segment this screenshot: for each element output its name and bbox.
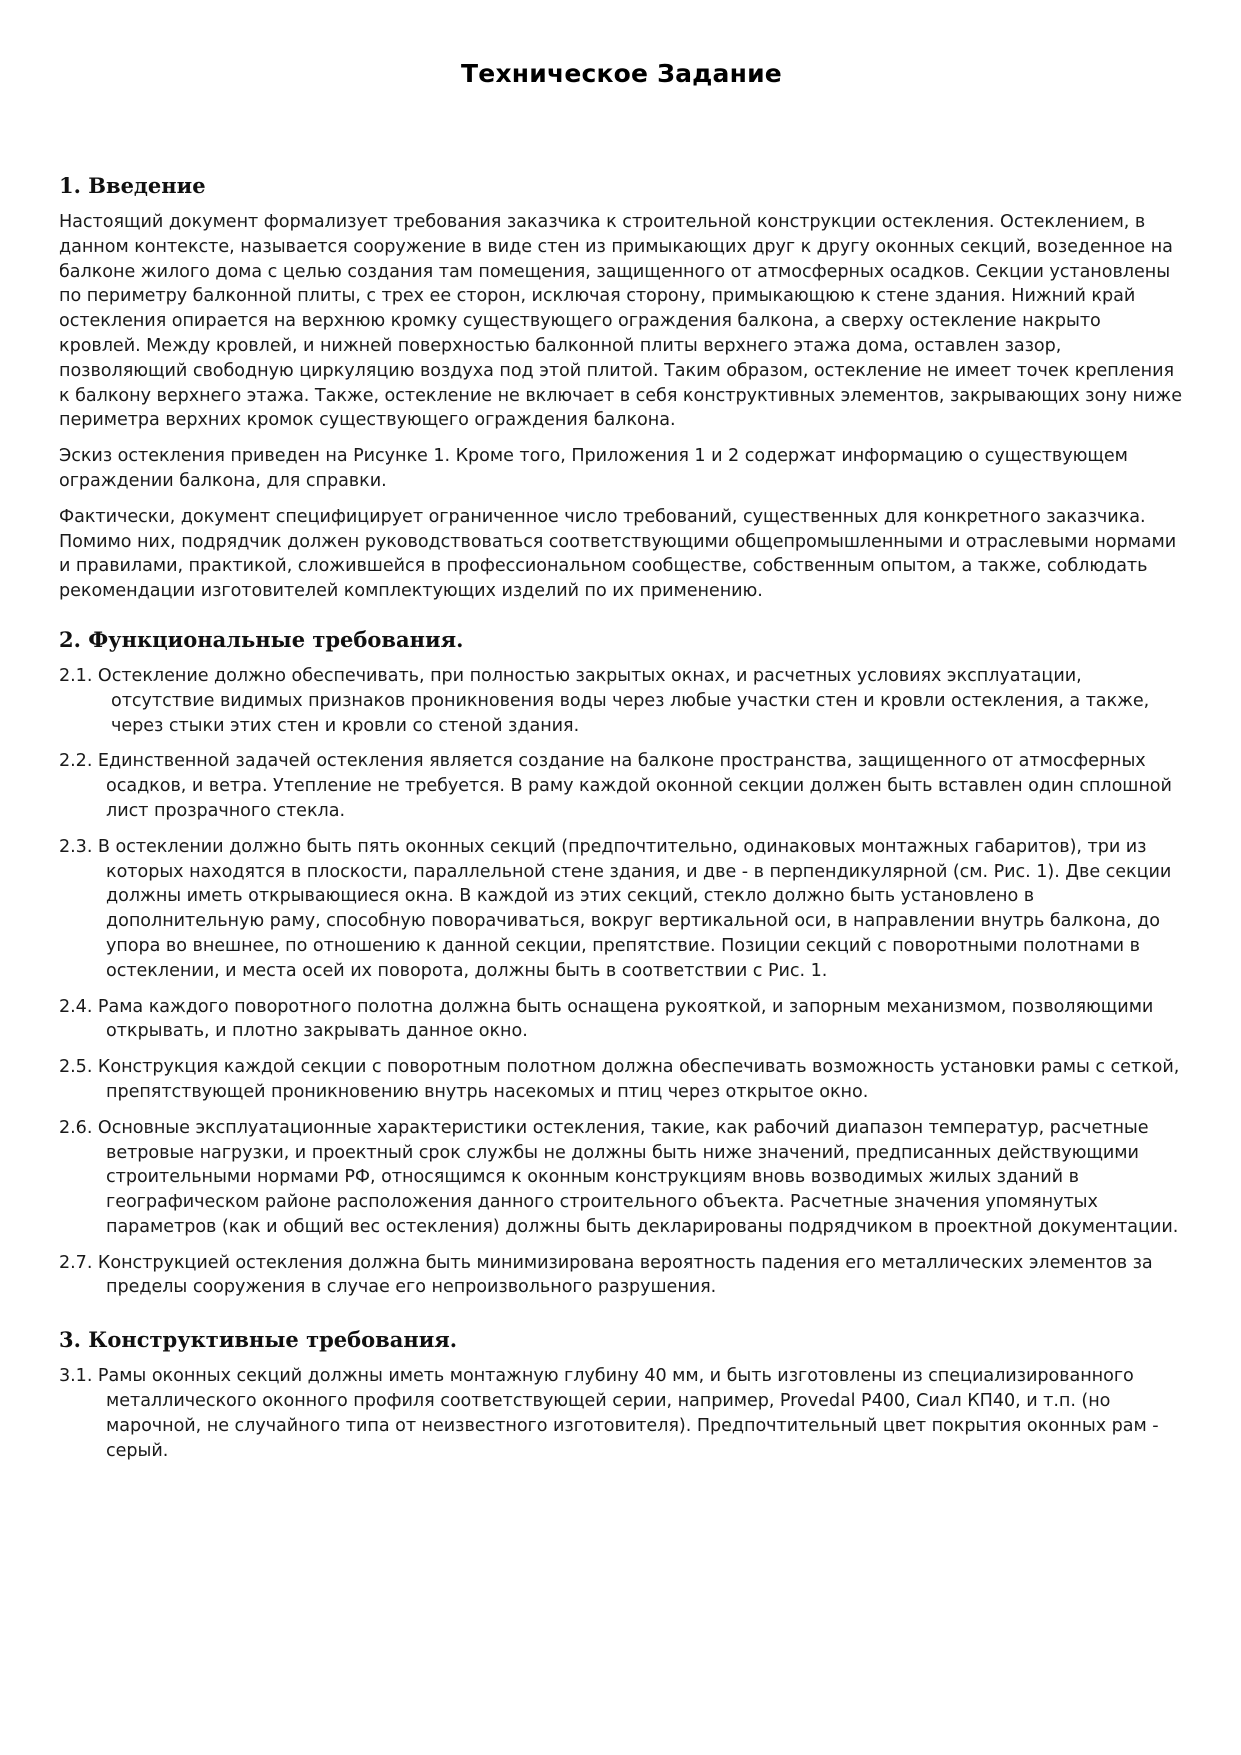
paragraph: Эскиз остекления приведен на Рисунке 1. Кроме того, Приложения 1 и 2 содержат информацию о существующем ограждении балкона, для справки. <box>59 446 1128 491</box>
item-text: Конструкция каждой секции с поворотным полотном должна обеспечивать возможность установки рамы с сеткой, препятствующей проникновению внутрь насекомых и птиц через открытое окно. <box>97 1057 1180 1102</box>
item-number: 2.5. <box>59 1057 93 1078</box>
item-number: 3.1. <box>59 1366 93 1387</box>
item-text: Рамы оконных секций должны иметь монтажную глубину 40 мм, и быть изготовлены из специализированного металлического оконного профиля соответствующей серии, например, Provedal P400, Сиал КП40, и т.п. (но марочной, не случайного типа от неизвестного изготовителя). Предпочтительный цвет покрытия оконных рам - серый. <box>97 1366 1159 1461</box>
item-text: Основные эксплуатационные характеристики остекления, такие, как рабочий диапазон температур, расчетные ветровые нагрузки, и проектный срок службы не должны быть ниже значений, предписанных действующими строительными нормами РФ, относящимся к оконным конструкциям вновь возводимых жилых зданий в географическом районе расположения данного строительного объекта. Расчетные значения упомянутых параметров (как и общий вес остекления) должны быть декларированы подрядчиком в проектной документации. <box>97 1117 1179 1237</box>
section-introduction <box>59 172 1184 604</box>
item-number: 2.3. <box>59 836 93 857</box>
item-number: 2.7. <box>59 1252 93 1273</box>
item-number: 2.6. <box>59 1117 93 1138</box>
section-design-requirements <box>59 1326 1184 1463</box>
list-item <box>59 664 1184 738</box>
paragraph: Настоящий документ формализует требования заказчика к строительной конструкции остекления. Остеклением, в данном контексте, называется сооружение в виде стен из примыкающих друг к другу оконных секций, возеденное на балконе жилого дома с целью создания там помещения, защищенного от атмосферных осадков. Секции установлены по периметру балконной плиты, с трех ее сторон, исключая сторону, примыкающюю к стене здания. Нижний край остекления опирается на верхнюю кромку существующего ограждения балкона, а сверху остекление накрыто кровлей. Между кровлей, и нижней поверхностью балконной плиты верхнего этажа дома, оставлен зазор, позволяющий свободную циркуляцию воздуха под этой плитой. Таким образом, остекление не имеет точек крепления к балкону верхнего этажа. Также, остекление не включает в себя конструктивных элементов, закрывающих зону ниже периметра верхних кромок существующего ограждения балкона. <box>59 212 1182 431</box>
item-text: В остеклении должно быть пять оконных секций (предпочтительно, одинаковых монтажных габаритов), три из которых находятся в плоскости, параллельной стене здания, и две - в перпендикулярной (см. Рис. 1). Две секции должны иметь открывающиеся окна. В каждой из этих секций, стекло должно быть установлено в дополнительную раму, способную поворачиваться, вокруг вертикальной оси, в направлении внутрь балкона, до упора во внешнее, по отношению к данной секции, препятствие. Позиции секций с поворотными полотнами в остеклении, и места осей их поворота, должны быть в соответствии с Рис. 1. <box>97 836 1172 981</box>
item-number: 2.1. <box>59 665 93 686</box>
list-item <box>59 749 1184 823</box>
section-heading: 3. Конструктивные требования. <box>59 1327 458 1353</box>
list-item <box>59 835 1184 984</box>
section-functional-requirements <box>59 626 1184 1300</box>
item-text: Единственной задачей остекления является создание на балконе пространства, защищенного от атмосферных осадков, и ветра. Утепление не требуется. В раму каждой оконной секции должен быть вставлен один сплошной лист прозрачного стекла. <box>97 751 1172 821</box>
list-item <box>59 995 1184 1045</box>
list-item <box>59 1251 1184 1301</box>
item-text: Конструкцией остекления должна быть минимизирована вероятность падения его металлических элементов за пределы сооружения в случае его непроизвольного разрушения. <box>97 1252 1153 1298</box>
item-number: 2.4. <box>59 996 93 1017</box>
list-item <box>59 1364 1184 1463</box>
list-item <box>59 1055 1184 1105</box>
section-heading: 1. Введение <box>59 173 206 198</box>
item-text: Остекление должно обеспечивать, при полностью закрытых окнах, и расчетных условиях эксплуатации, отсутствие видимых признаков проникновения воды через любые участки стен и кровли остекления, а также, через стыки этих стен и кровли со стеной здания. <box>97 665 1150 736</box>
document-body <box>59 172 1184 1474</box>
paragraph: Фактически, документ специфицирует ограниченное число требований, существенных для конкретного заказчика. Помимо них, подрядчик должен руководствоваться соответствующими общепромышленными и отраслевыми нормами и правилами, практикой, сложившейся в профессиональном сообществе, собственным опытом, а также, соблюдать рекомендации изготовителей комплектующих изделий по их применению. <box>59 506 1177 602</box>
item-number: 2.2. <box>59 751 93 772</box>
section-heading: 2. Функциональные требования. <box>59 626 464 652</box>
document-title: Техническое Задание <box>461 59 782 88</box>
list-item <box>59 1116 1184 1240</box>
item-text: Рама каждого поворотного полотна должна быть оснащена рукояткой, и запорным механизмом, позволяющими открывать, и плотно закрывать данное окно. <box>97 996 1154 1042</box>
